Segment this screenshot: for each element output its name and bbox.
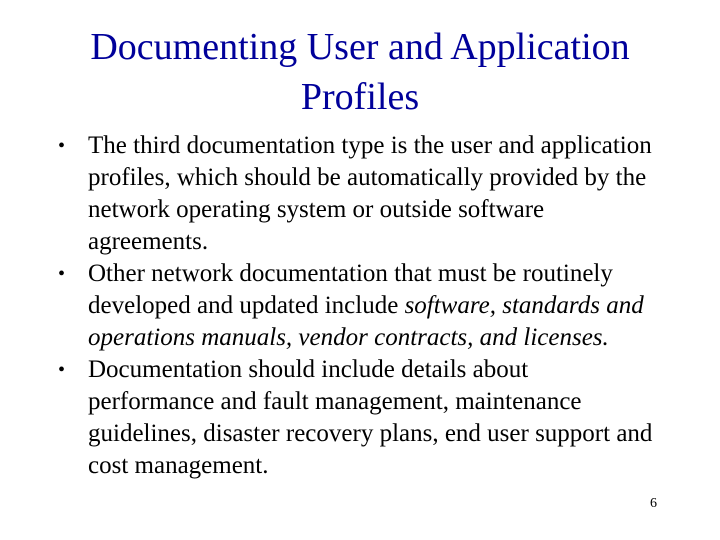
bullet-text-3: Documentation should include details about performance and fault management, maintenance guidelines, disaster recovery plans, end user support and cost management. [88, 356, 653, 479]
bullet-text-2-italic: software, standards and operations manuals, vendor contracts, and licenses. [88, 292, 644, 351]
bullet-item-3 [56, 354, 656, 482]
bullet-icon: • [58, 263, 66, 285]
bullet-text-2-plain: Other network documentation that must be routinely developed and updated include [88, 260, 613, 319]
bullet-item-2 [56, 258, 656, 354]
page-number: 6 [650, 496, 657, 511]
bullet-text-2 [88, 260, 644, 351]
bullet-item-1 [56, 130, 656, 258]
slide-title [40, 22, 680, 122]
bullet-text-1: The third documentation type is the user and application profiles, which should be automatically provided by the network operating system or outside software agreements. [88, 132, 652, 255]
bullet-list [56, 130, 656, 482]
slide-title-line-2: Profiles [300, 76, 420, 118]
bullet-icon: • [58, 359, 66, 381]
slide-title-line-1: Documenting User and Application [90, 26, 630, 68]
bullet-icon: • [58, 135, 66, 157]
